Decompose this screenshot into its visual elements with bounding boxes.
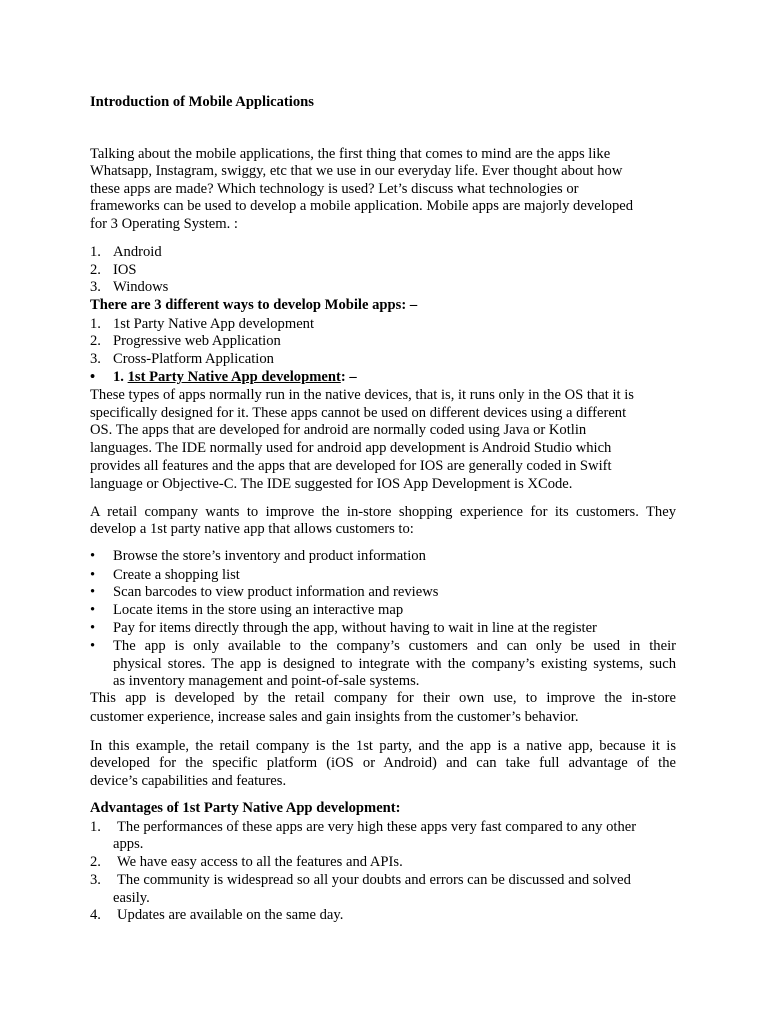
bullet-icon: • (90, 548, 96, 564)
advantage-item: Updates are available on the same day. (117, 907, 344, 923)
list-number: 2. (90, 333, 101, 349)
os-list-item: Android (113, 244, 162, 260)
example-line: A retail company wants to improve the in-store shopping experience for its customers. They (90, 504, 676, 520)
feature-item: physical stores. The app is designed to integrate with the company’s existing systems, such (113, 656, 676, 672)
section1-line: OS. The apps that are developed for android are normally coded using Java or Kotlin (90, 422, 587, 438)
bullet-icon: • (90, 620, 96, 636)
advantage-item: easily. (113, 890, 150, 906)
example-line: develop a 1st party native app that allows customers to: (90, 521, 414, 537)
intro-line: for 3 Operating System. : (90, 216, 238, 232)
bullet-icon: • (90, 602, 96, 618)
advantage-item: We have easy access to all the features and APIs. (117, 854, 403, 870)
list-number: 4. (90, 907, 101, 923)
list-number: 3. (90, 279, 101, 295)
example2-line: device’s capabilities and features. (90, 773, 287, 789)
section1-line: languages. The IDE normally used for android app development is Android Studio which (90, 440, 612, 456)
section-suffix: : – (340, 369, 357, 385)
section1-line: These types of apps normally run in the native devices, that is, it runs only in the OS that it is (90, 387, 634, 403)
ways-list-item: Progressive web Application (113, 333, 281, 349)
intro-line: frameworks can be used to develop a mobile application. Mobile apps are majorly developed (90, 198, 634, 214)
list-number: 2. (90, 262, 101, 278)
retail-line: This app is developed by the retail company for their own use, to improve the in-store (90, 690, 676, 706)
bullet-icon: • (90, 638, 96, 654)
intro-line: these apps are made? Which technology is used? Let’s discuss what technologies or (90, 181, 579, 197)
feature-item: Pay for items directly through the app, without having to wait in line at the register (113, 620, 597, 636)
list-number: 1. (90, 819, 101, 835)
list-number: 3. (90, 872, 101, 888)
section1-line: provides all features and the apps that are developed for IOS are generally coded in Swift (90, 458, 612, 474)
ways-heading: There are 3 different ways to develop Mobile apps: – (90, 297, 418, 313)
advantage-item: The community is widespread so all your doubts and errors can be discussed and solved (117, 872, 631, 888)
list-number: 1. (90, 244, 101, 260)
example2-line: In this example, the retail company is the 1st party, and the app is a native app, because it is (90, 738, 676, 754)
feature-item: Browse the store’s inventory and product information (113, 548, 426, 564)
os-list-item: IOS (113, 262, 137, 278)
list-number: 1. (90, 316, 101, 332)
section-number: 1. (113, 369, 124, 385)
section-heading (113, 369, 357, 387)
section1-line: specifically designed for it. These apps cannot be used on different devices using a different (90, 405, 627, 421)
feature-item: Create a shopping list (113, 567, 240, 583)
bullet-icon: • (90, 584, 96, 600)
ways-list-item: 1st Party Native App development (113, 316, 315, 332)
advantage-item: The performances of these apps are very high these apps very fast compared to any other (117, 819, 637, 835)
advantage-item: apps. (113, 836, 144, 852)
feature-item: as inventory management and point-of-sale systems. (113, 673, 420, 689)
feature-item: Scan barcodes to view product information and reviews (113, 584, 439, 600)
list-number: 2. (90, 854, 101, 870)
section-title: 1st Party Native App development (127, 369, 341, 385)
bullet-icon: • (90, 369, 96, 385)
intro-line: Whatsapp, Instagram, swiggy, etc that we use in our everyday life. Ever thought about how (90, 163, 623, 179)
os-list-item: Windows (113, 279, 169, 295)
feature-item: Locate items in the store using an interactive map (113, 602, 404, 618)
list-number: 3. (90, 351, 101, 367)
bullet-icon: • (90, 567, 96, 583)
retail-line: customer experience, increase sales and gain insights from the customer’s behavior. (90, 709, 579, 725)
section1-line: language or Objective-C. The IDE suggested for IOS App Development is XCode. (90, 476, 573, 492)
feature-item: The app is only available to the company’s customers and can only be used in their (113, 638, 676, 654)
example2-line: developed for the specific platform (iOS or Android) and can take full advantage of the (90, 755, 676, 771)
intro-line: Talking about the mobile applications, the first thing that comes to mind are the apps like (90, 146, 611, 162)
ways-list-item: Cross-Platform Application (113, 351, 274, 367)
advantages-heading: Advantages of 1st Party Native App development: (90, 800, 401, 816)
page-title: Introduction of Mobile Applications (90, 94, 314, 110)
